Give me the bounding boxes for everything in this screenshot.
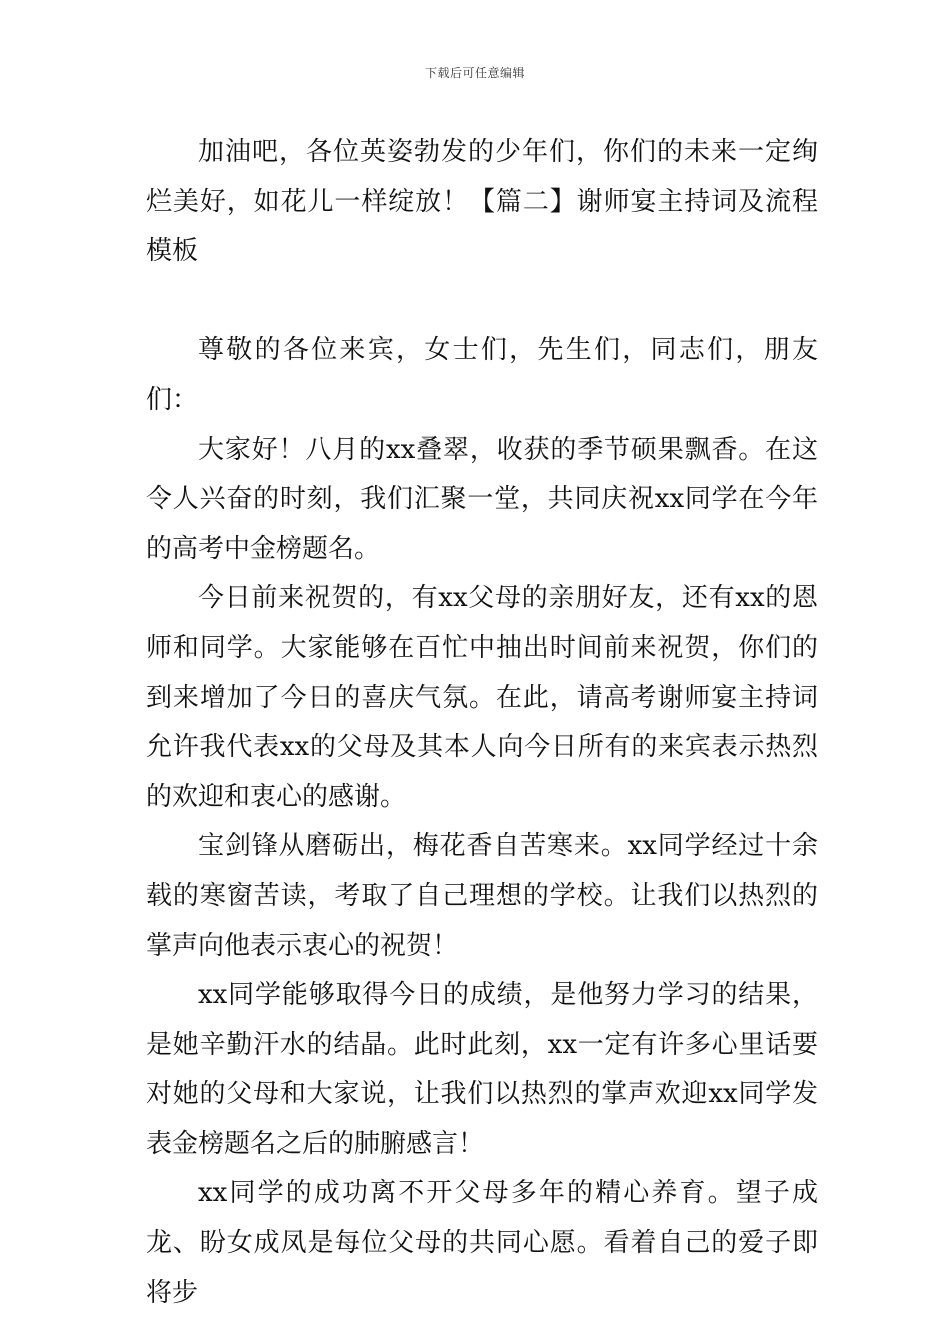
paragraph-salutation: 尊敬的各位来宾，女士们，先生们，同志们，朋友们：: [146, 335, 818, 415]
paragraph-greeting: 大家好！八月的xx叠翠，收获的季节硕果飘香。在这令人兴奋的时刻，我们汇聚一堂，共同庆祝xx同学在今年的高考中金榜题名。: [146, 434, 818, 564]
page-header-note: 下载后可任意编辑: [424, 66, 525, 80]
paragraph-parents: xx同学的成功离不开父母多年的精心养育。望子成龙、盼女成凤是每位父母的共同心愿。看着自己的爱子即将步: [146, 1178, 818, 1308]
paragraph-speech-invite: xx同学能够取得今日的成绩，是他努力学习的结果，是她辛勤汗水的结晶。此时此刻，xx一定有许多心里话要对她的父母和大家说，让我们以热烈的掌声欢迎xx同学发表金榜题名之后的肺腑感言！: [146, 980, 818, 1159]
paragraph-congratulation: 宝剑锋从磨砺出，梅花香自苦寒来。xx同学经过十余载的寒窗苦读，考取了自己理想的学校。让我们以热烈的掌声向他表示衷心的祝贺！: [146, 831, 818, 961]
paragraph-closing-cheer: 加油吧，各位英姿勃发的少年们，你们的未来一定绚烂美好，如花儿一样绽放！【篇二】谢师宴主持词及流程模板: [146, 137, 818, 267]
blank-line: [146, 277, 818, 327]
document-body: [146, 128, 818, 1318]
paragraph-guests: 今日前来祝贺的，有xx父母的亲朋好友，还有xx的恩师和同学。大家能够在百忙中抽出时间前来祝贺，你们的到来增加了今日的喜庆气氛。在此，请高考谢师宴主持词允许我代表xx的父母及其本人向今日所有的来宾表示热烈的欢迎和衷心的感谢。: [146, 583, 818, 812]
